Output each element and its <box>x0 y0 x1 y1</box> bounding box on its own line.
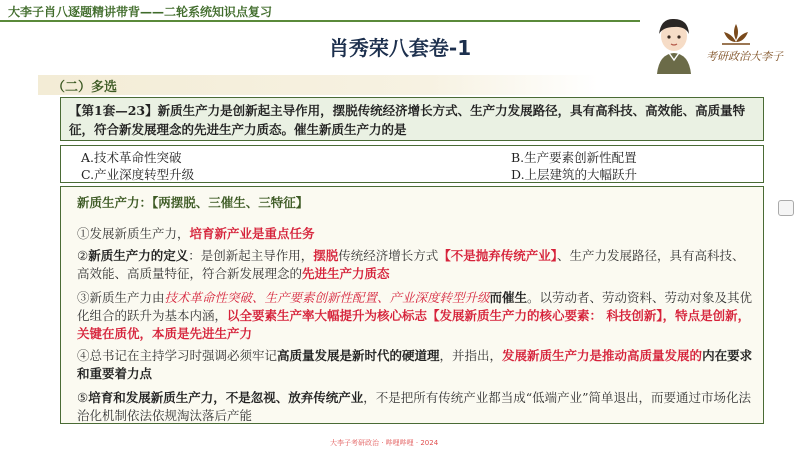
text-segment: ：是创新起主导作用， <box>188 248 314 263</box>
footer-watermark: 大李子考研政治 · 哔哩哔哩 · 2024 <box>330 439 439 447</box>
text-segment: ，不是把所有传统产业都当成“低端产业”简单退出，而要通过市场化法治化机制依法依规淘汰落后产能 <box>77 390 752 423</box>
text-segment: 传统经济增长方式 <box>338 248 439 263</box>
explanation-point-3 <box>77 289 753 343</box>
avatar-illustration <box>651 16 697 74</box>
highlight-text: 【不是抛弃传统产业】 <box>438 248 558 263</box>
course-label: 大李子肖八逐题精讲带背——二轮系统知识点复习 <box>8 5 273 19</box>
highlight-text: 摆脱 <box>313 248 339 263</box>
option-d[interactable]: D.上层建筑的大幅跃升 <box>511 167 638 182</box>
header-divider <box>0 20 640 22</box>
slide-title: 肖秀荣八套卷-1 <box>328 36 472 60</box>
question-box: 【第1套—23】新质生产力是创新起主导作用，摆脱传统经济增长方式、生产力发展路径，具有高科技、高效能、高质量特征，符合新发展理念的先进生产力质态。催生新质生产力的是 <box>60 97 764 141</box>
highlight-text: 培育新产业是重点任务 <box>189 226 315 241</box>
side-scroll-handle[interactable] <box>778 200 794 216</box>
bold-text: 新质生产力的定义 <box>88 248 189 263</box>
bold-text: 培育和发展新质生产力，不是忽视、放弃传统产业 <box>88 390 364 405</box>
bold-text: 而催生 <box>489 290 528 305</box>
text-segment: ④总书记在主持学习时强调必须牢记 <box>77 348 278 363</box>
explanation-point-1 <box>77 225 753 243</box>
highlight-text: 先进生产力质态 <box>302 266 390 281</box>
explanation-title: 新质生产力：【两摆脱、三催生、三特征】 <box>77 195 309 210</box>
bold-text: 内在要求和重要着力点 <box>77 348 753 381</box>
italic-highlight-text: 技术革命性突破、生产要素创新性配置、产业深度转型升级 <box>164 290 490 305</box>
explanation-point-2 <box>77 247 753 283</box>
text-segment: 。以劳动者、劳动资料、劳动对象及其优化组合的跃升为基本内涵， <box>77 290 753 323</box>
explanation-point-4 <box>77 347 753 383</box>
section-label: （二）多选 <box>52 80 118 95</box>
highlight-text: 发展新质生产力是推动高质量发展的 <box>502 348 703 363</box>
explanation-point-5 <box>77 389 753 425</box>
highlight-text: ，特点是创新，关键在质优，本质是先进生产力 <box>77 308 751 341</box>
options-box <box>60 145 764 183</box>
explanation-box <box>60 186 764 424</box>
option-a[interactable]: A.技术革命性突破 <box>81 150 182 165</box>
option-c[interactable]: C.产业深度转型升级 <box>81 167 195 182</box>
bold-text: 高质量发展是新时代的硬道理 <box>277 348 440 363</box>
brand-text: 考研政治大李子 <box>706 50 783 63</box>
section-heading <box>38 75 598 95</box>
lotus-icon <box>716 22 756 48</box>
option-b[interactable]: B.生产要素创新性配置 <box>511 150 637 165</box>
text-segment: ，并指出， <box>439 348 503 363</box>
highlight-text: 以全要素生产率大幅提升为核心标志【发展新质生产力的核心要素： 科技创新】 <box>227 308 663 323</box>
text-segment: ⑤ <box>77 390 89 405</box>
text-segment: ② <box>77 248 89 263</box>
text-segment: ③新质生产力由 <box>77 290 165 305</box>
text-segment: ①发展新质生产力， <box>77 226 190 241</box>
text-segment: 、生产力发展路径，具有高科技、高效能、高质量特征，符合新发展理念的 <box>77 248 745 281</box>
